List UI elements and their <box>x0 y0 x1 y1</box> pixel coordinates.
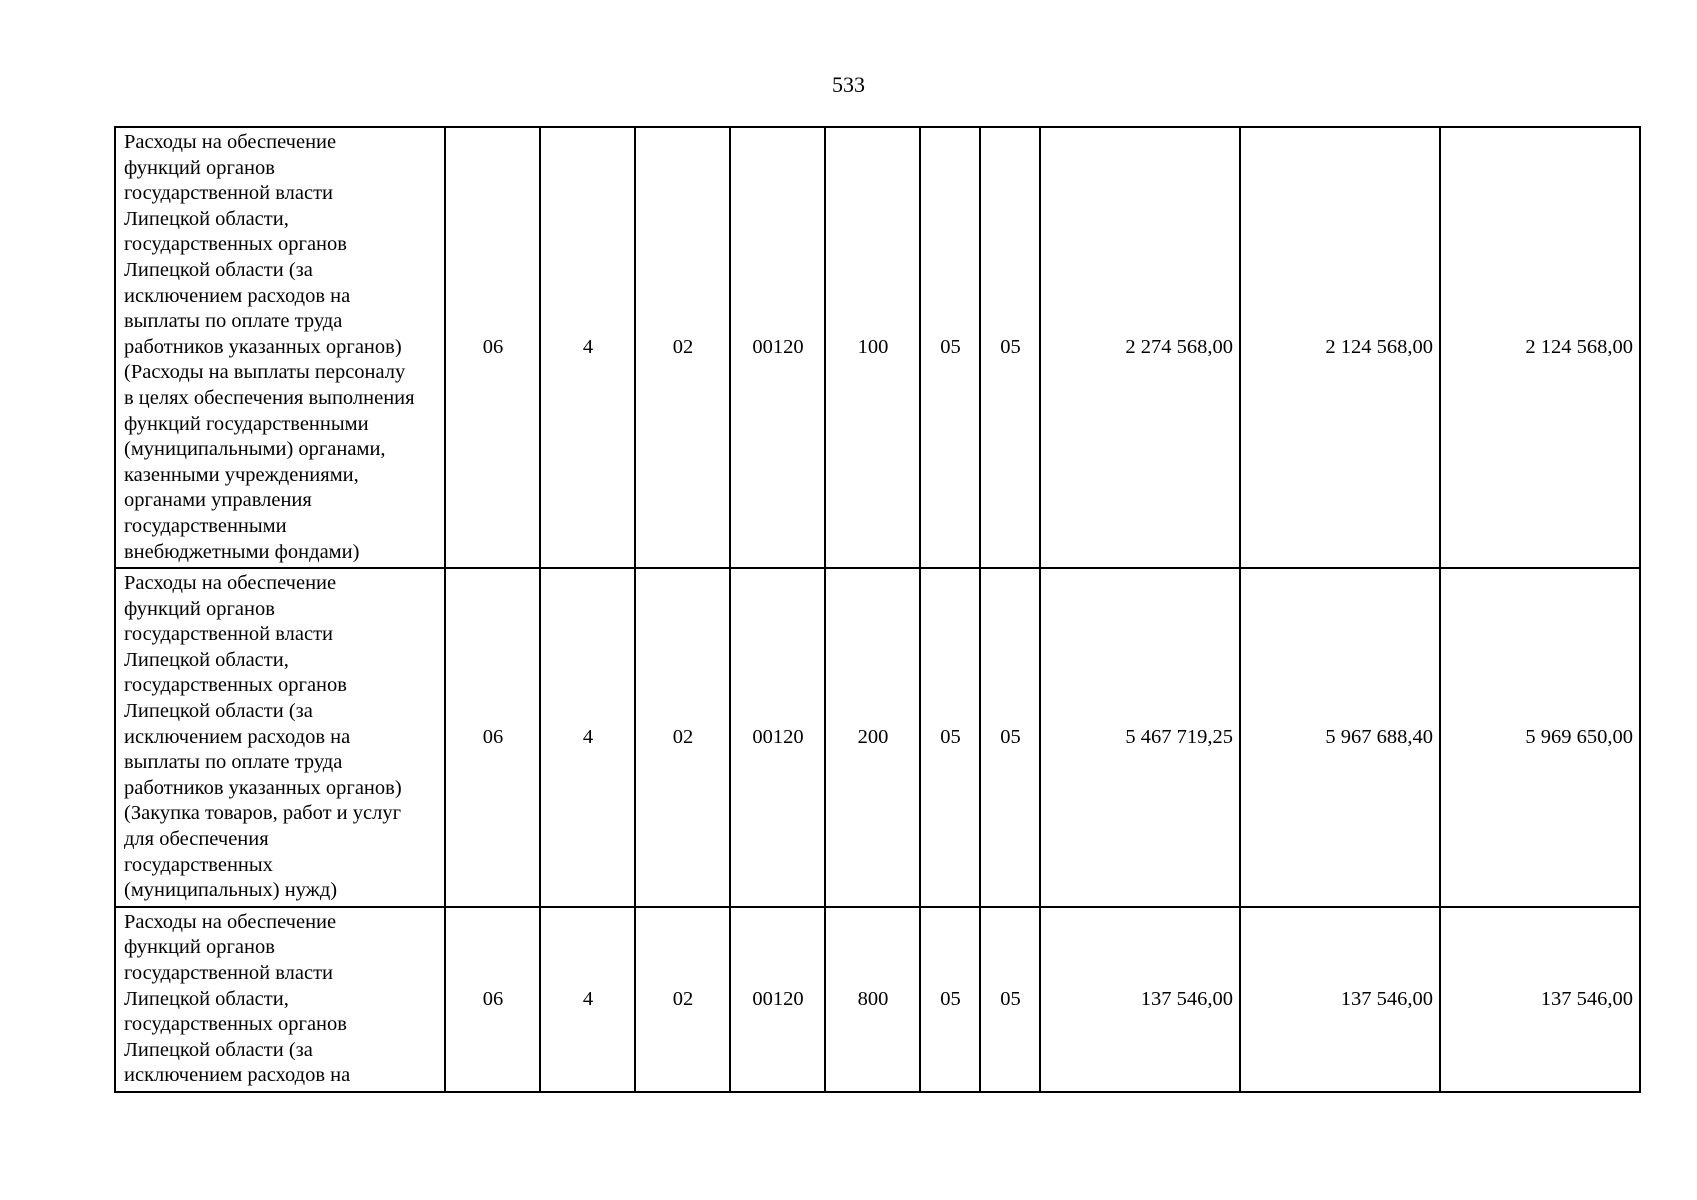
cell-amount-2: 2 124 568,00 <box>1240 127 1440 568</box>
cell-code-6: 05 <box>920 127 980 568</box>
cell-amount-1: 5 467 719,25 <box>1040 568 1240 907</box>
cell-code-1: 06 <box>445 907 540 1092</box>
table-row <box>115 127 1640 568</box>
cell-code-4: 00120 <box>730 127 825 568</box>
table-row <box>115 568 1640 907</box>
cell-code-7: 05 <box>980 568 1040 907</box>
cell-code-1: 06 <box>445 568 540 907</box>
cell-amount-3: 5 969 650,00 <box>1440 568 1640 907</box>
cell-amount-3: 137 546,00 <box>1440 907 1640 1092</box>
cell-code-3: 02 <box>635 568 730 907</box>
budget-table <box>114 126 1641 1093</box>
page-number: 533 <box>832 72 865 97</box>
cell-code-1: 06 <box>445 127 540 568</box>
cell-code-4: 00120 <box>730 907 825 1092</box>
cell-amount-3: 2 124 568,00 <box>1440 127 1640 568</box>
cell-code-2: 4 <box>540 127 635 568</box>
table-row <box>115 907 1640 1092</box>
cell-amount-2: 5 967 688,40 <box>1240 568 1440 907</box>
cell-amount-1: 2 274 568,00 <box>1040 127 1240 568</box>
cell-amount-2: 137 546,00 <box>1240 907 1440 1092</box>
row-description: Расходы на обеспечение функций органов государственной власти Липецкой области, государственных органов Липецкой области (за исключением расходов на выплаты по оплате труда работников указанных органов) (Расходы на выплаты персоналу в целях обеспечения выполнения функций государственными (муниципальными) органами, казенными учреждениями, органами управления государственными внебюджетными фондами) <box>115 127 445 568</box>
cell-code-5: 200 <box>825 568 920 907</box>
cell-code-5: 800 <box>825 907 920 1092</box>
cell-code-3: 02 <box>635 127 730 568</box>
cell-code-5: 100 <box>825 127 920 568</box>
cell-code-6: 05 <box>920 568 980 907</box>
cell-code-7: 05 <box>980 907 1040 1092</box>
cell-code-2: 4 <box>540 568 635 907</box>
row-description: Расходы на обеспечение функций органов государственной власти Липецкой области, государственных органов Липецкой области (за исключением расходов на <box>115 907 445 1092</box>
cell-code-2: 4 <box>540 907 635 1092</box>
cell-code-4: 00120 <box>730 568 825 907</box>
row-description: Расходы на обеспечение функций органов государственной власти Липецкой области, государственных органов Липецкой области (за исключением расходов на выплаты по оплате труда работников указанных органов) (Закупка товаров, работ и услуг для обеспечения государственных (муниципальных) нужд) <box>115 568 445 907</box>
cell-code-3: 02 <box>635 907 730 1092</box>
cell-code-7: 05 <box>980 127 1040 568</box>
cell-code-6: 05 <box>920 907 980 1092</box>
cell-amount-1: 137 546,00 <box>1040 907 1240 1092</box>
